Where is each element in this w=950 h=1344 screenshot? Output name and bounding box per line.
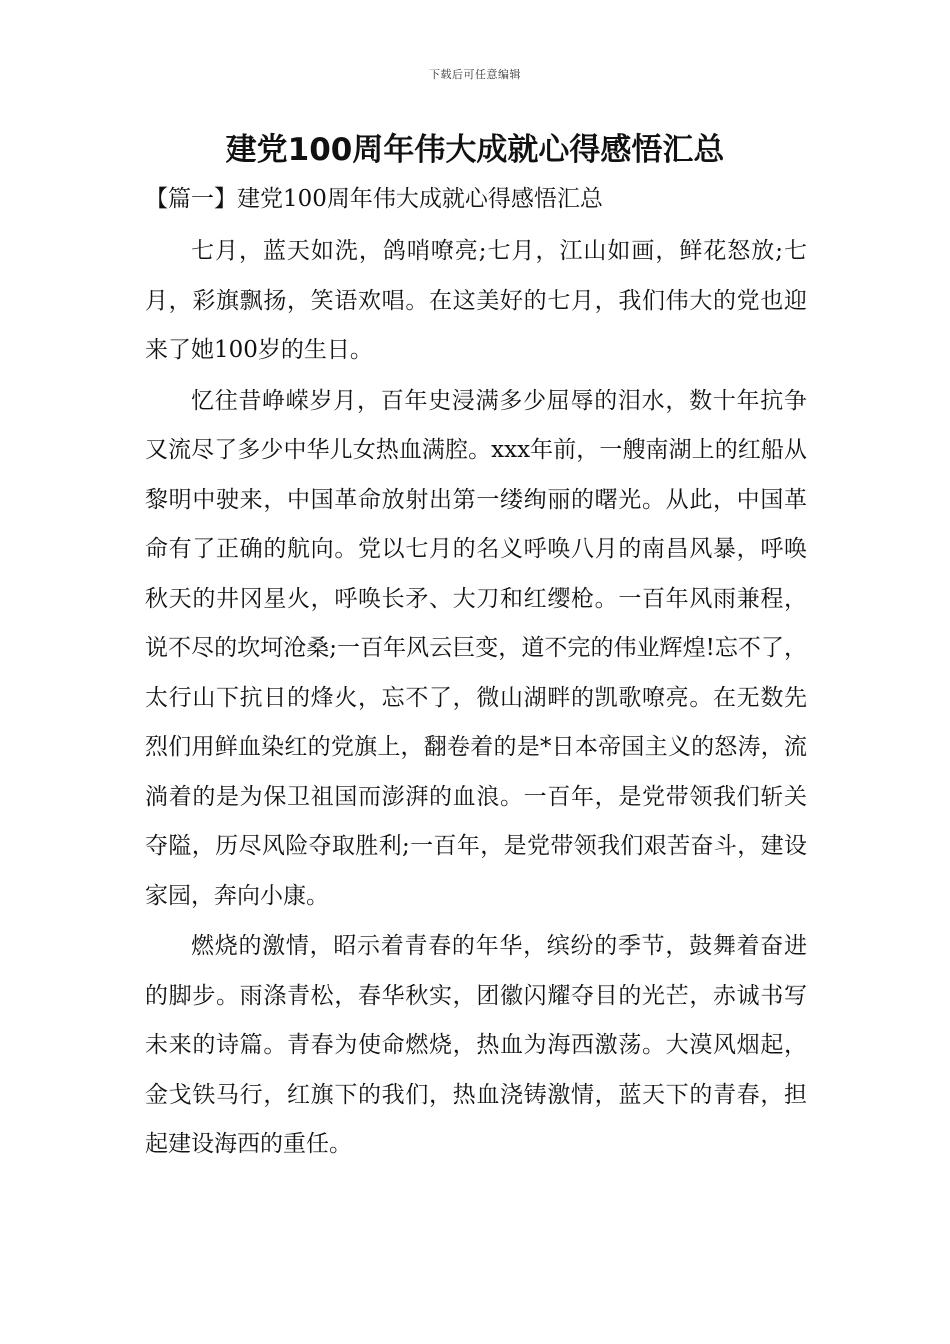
paragraph: 七月，蓝天如洗，鸽哨嘹亮;七月，江山如画，鲜花怒放;七月，彩旗飘扬，笑语欢唱。在这美好的七月，我们伟大的党也迎来了她100岁的生日。 xyxy=(145,238,807,363)
section-heading: 【篇一】建党100周年伟大成就心得感悟汇总 xyxy=(145,186,603,212)
document-body xyxy=(145,227,807,1170)
paragraph: 忆往昔峥嵘岁月，百年史浸满多少屈辱的泪水，数十年抗争又流尽了多少中华儿女热血满腔。xxx年前，一艘南湖上的红船从黎明中驶来，中国革命放射出第一缕绚丽的曙光。从此，中国革命有了正确的航向。党以七月的名义呼唤八月的南昌风暴，呼唤秋天的井冈星火，呼唤长矛、大刀和红缨枪。一百年风雨兼程，说不尽的坎坷沧桑;一百年风云巨变，道不完的伟业辉煌!忘不了，太行山下抗日的烽火，忘不了，微山湖畔的凯歌嘹亮。在无数先烈们用鲜血染红的党旗上，翻卷着的是*日本帝国主义的怒涛，流淌着的是为保卫祖国而澎湃的血浪。一百年，是党带领我们斩关夺隘，历尽风险夺取胜利;一百年，是党带领我们艰苦奋斗，建设家园，奔向小康。 xyxy=(145,387,807,909)
header-note: 下载后可任意编辑 xyxy=(429,68,521,81)
paragraph: 燃烧的激情，昭示着青春的年华，缤纷的季节，鼓舞着奋进的脚步。雨涤青松，春华秋实，团徽闪耀夺目的光芒，赤诚书写未来的诗篇。青春为使命燃烧，热血为海西激荡。大漠风烟起，金戈铁马行，红旗下的我们，热血浇铸激情，蓝天下的青春，担起建设海西的重任。 xyxy=(145,933,807,1157)
document-title: 建党100周年伟大成就心得感悟汇总 xyxy=(225,132,725,168)
